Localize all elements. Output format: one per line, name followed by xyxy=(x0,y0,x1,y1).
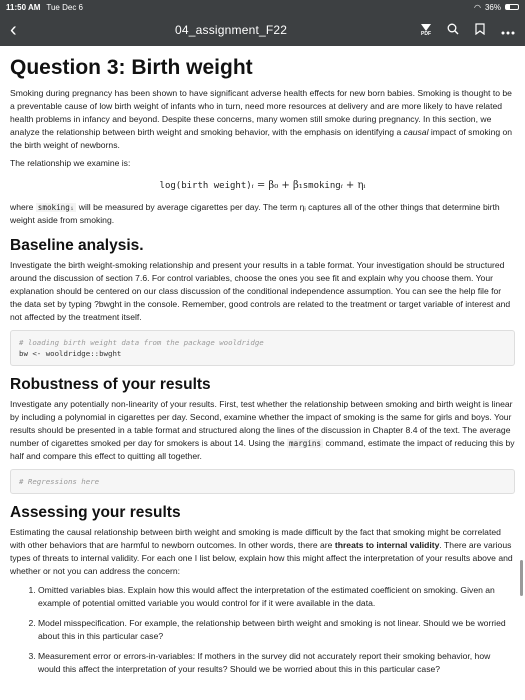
baseline-code-block[interactable] xyxy=(10,330,515,366)
status-bar xyxy=(0,0,525,14)
wifi-icon: ◠ xyxy=(474,2,481,12)
scrollbar[interactable] xyxy=(520,560,523,596)
status-time: 11:50 AM xyxy=(6,2,41,12)
question-3-intro: Smoking during pregnancy has been shown to have significant adverse health effects for new born babies. Smoking is thought to be a preventable cause of low birth weight of infants who in turn, need more resources at delivery and are more likely to have related health problems in infancy and beyond. Despite these concerns, many women still smoke during pregnancy. In this section, we analyze the relationship between birth weight and smoking behavior, with the emphasis on identifying a causal impact of smoking on the birth weight of newborns. xyxy=(10,88,513,150)
document-content xyxy=(0,46,525,676)
baseline-heading: Baseline analysis. xyxy=(10,237,144,254)
question-3-heading: Question 3: Birth weight xyxy=(10,56,253,79)
status-date: Tue Dec 6 xyxy=(46,2,83,12)
where-text: where smokingᵢ will be measured by average cigarettes per day. The term ηᵢ captures all of the other things that determine birth weight aside from smoking. xyxy=(10,202,500,225)
assessing-heading: Assessing your results xyxy=(10,504,181,521)
code-comment: # loading birth weight data from the package wooldridge xyxy=(19,338,264,347)
list-item: 2. Model misspecification. For example, the relationship between birth weight and smoking is not linear. Should we be worried about this in this particular case? xyxy=(38,617,515,643)
code-line: bw <- wooldridge::bwght xyxy=(19,349,122,358)
baseline-text: Investigate the birth weight-smoking relationship and present your results in a table format. Your investigation should be structured around the discussion of section 7.6. For control variables, choose the ones you see fit and explain why you choose them. Your explanation should be centered on our class discussion of the conditional independence assumption. You can see the help file for the data set by typing ?bwght in the console. Remember, good controls are related to the treatment or target variable of interest and not affected by the treatment itself. xyxy=(10,260,511,322)
robustness-text: Investigate any potentially non-linearity of your results. First, test whether the relationship between smoking and birth weight is linear by including a polynomial in cigarettes per day. Second, examine whether the impact of smoking is the same for girls and boys. Your results should be presented in a table format and structured along the lines of the discussion in Chapter 8.4 of the text. The average number of cigarettes smoked per day for smokers is about 14. Using the margins command, estimate the impact of reducing this by half and compare this effect to quitting all together. xyxy=(10,399,515,461)
more-options-icon[interactable] xyxy=(501,24,515,37)
relationship-text: The relationship we examine is: xyxy=(10,158,131,168)
regression-equation: log(birth weight)ᵢ = β₀ + β₁smokingᵢ + ηᵢ xyxy=(159,180,366,191)
search-icon[interactable] xyxy=(447,23,459,37)
robustness-heading: Robustness of your results xyxy=(10,376,211,393)
battery-percent: 36% xyxy=(484,2,501,12)
document-title: 04_assignment_F22 xyxy=(175,23,288,37)
list-item: 3. Measurement error or errors-in-variables: If mothers in the survey did not accurately report their smoking behavior, how would this affect the interpretation of your results? Should we be worried about this in this particular case? xyxy=(38,650,515,676)
back-chevron-icon[interactable]: ‹ xyxy=(10,19,17,41)
pdf-label: PDF xyxy=(421,30,431,37)
pdf-export-button[interactable] xyxy=(421,24,431,37)
top-toolbar xyxy=(0,14,525,46)
threats-list xyxy=(10,584,515,676)
battery-icon xyxy=(505,4,519,10)
regressions-code-block[interactable] xyxy=(10,469,515,494)
assessing-text: Estimating the causal relationship between birth weight and smoking is made difficult by the fact that smoking might be correlated with other behaviors that are harmful to newborn outcomes. In other words, there are threats to internal validity. There are various types of threats to internal validity. For each one I list below, explain how this might affect the interpretation of your results above and whether or not you can address the concern: xyxy=(10,527,513,576)
list-item: 1. Omitted variables bias. Explain how this would affect the interpretation of the estimated coefficient on smoking. Given an example of potential omitted variable you would control for if it were available in the data. xyxy=(38,584,515,610)
code-comment: # Regressions here xyxy=(19,477,100,486)
bookmark-icon[interactable] xyxy=(475,23,485,37)
download-arrow-icon xyxy=(421,24,431,31)
